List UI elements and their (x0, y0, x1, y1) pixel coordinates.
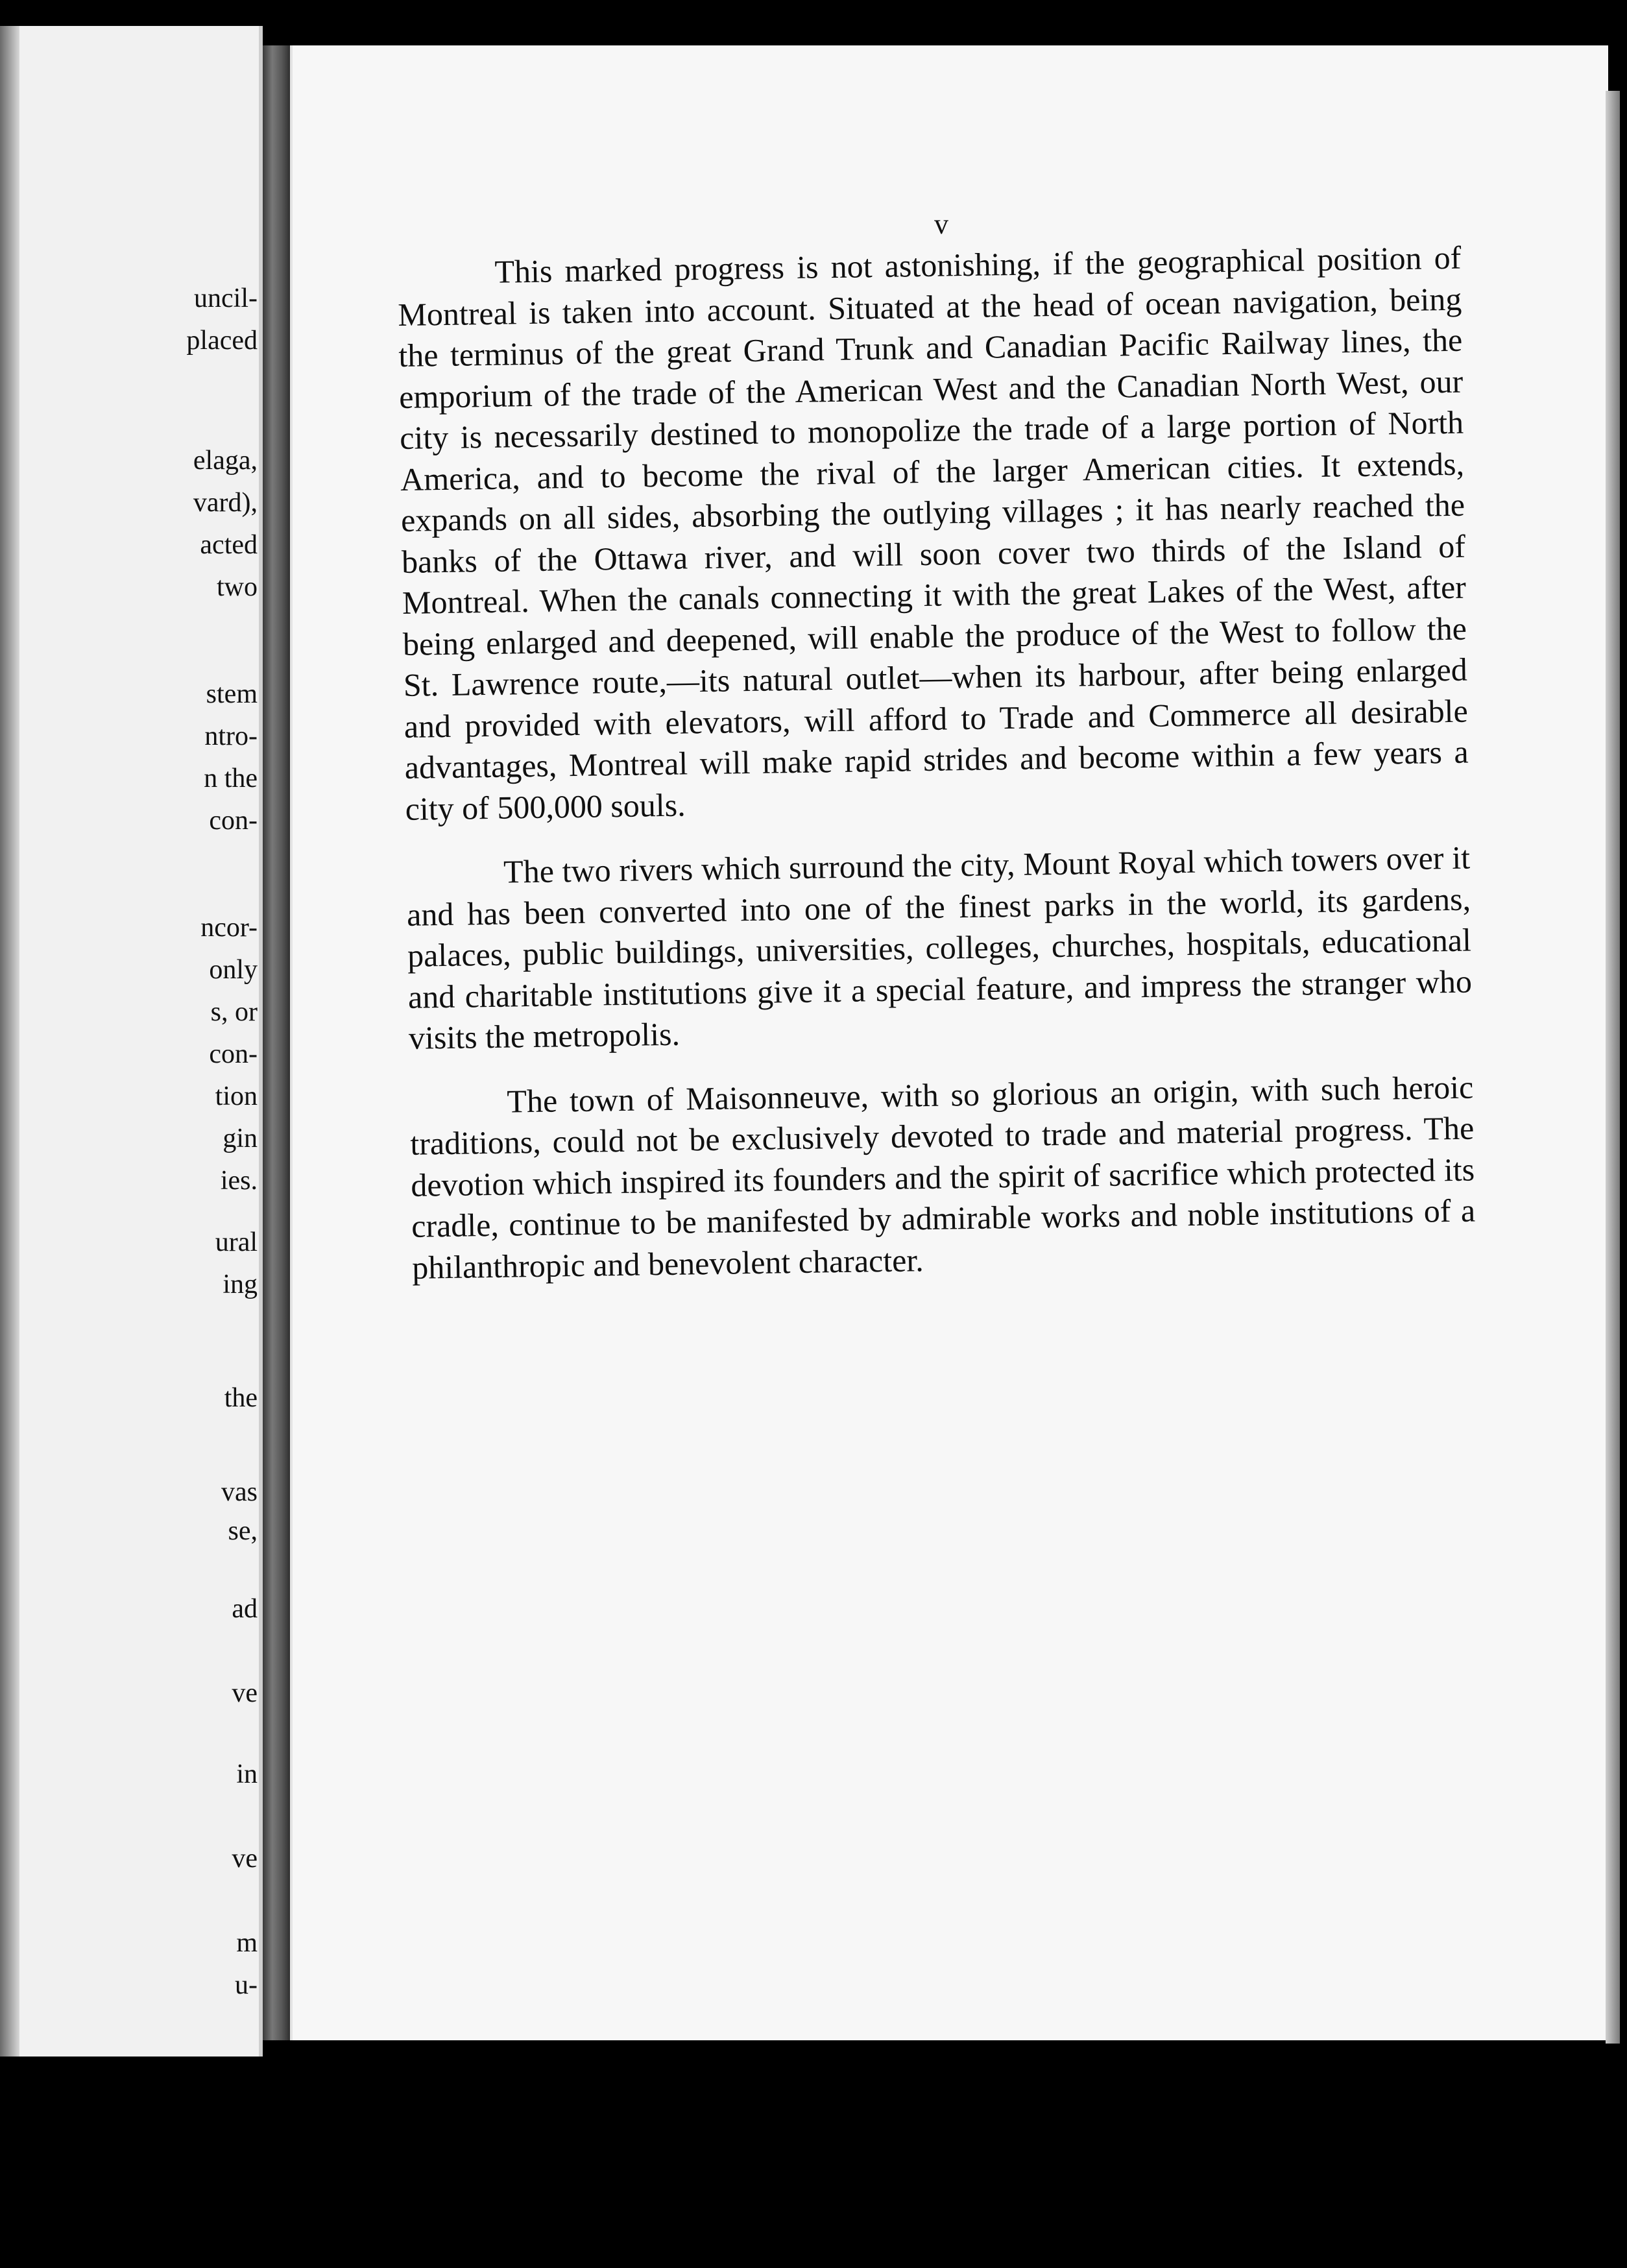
left-fragment: ncor- (200, 913, 258, 943)
paragraph-maisonneuve: The town of Maisonneuve, with so glorious an origin, with such heroic traditions, could not be exclusively devoted to trade and material progress. The devotion which inspired its founders and the spirit of sacrifice which protected its cradle, continue to be manifested by admirable works and noble institutions of a philanthropic and benevolent character. (409, 1068, 1476, 1286)
left-fragment: uncil- (194, 284, 258, 313)
left-fragment: vas (221, 1477, 258, 1507)
left-fragment: m (236, 1928, 258, 1958)
paragraph-rivers: The two rivers which surround the city, Mount Royal which towers over it and has been converted into one of the finest parks in the world, its gardens, palaces, public buildings, universities, colleges, churches, hospitals, educational and charitable institutions give it a special feature, and impress the stranger who visits the metropolis. (406, 839, 1473, 1056)
paragraph-progress: This marked progress is not astonishing, if the geographical position of Montreal is taken into account. Situated at the head of ocean navigation, being the terminus of the great Grand Trunk and Canadian Pacific Railway lines, the emporium of the trade of the American West and the Canadian North West, our city is necessarily destined to monopolize the trade of a large portion of North America, and to become the rival of the larger American cities. It extends, expands on all sides, absorbing the outlying villages ; it has nearly reached the banks of the Ottawa river, and will soon cover two thirds of the Island of Montreal. When the canals connecting it with the great Lakes of the West, after being enlarged and deepened, will enable the produce of the West to follow the St. Lawrence route,—its natural outlet—when its harbour, after being enlarged and provided with elevators, will afford to Trade and Commerce all desirable advantages, Montreal will make rapid strides and become within a few years a city of 500,000 souls. (397, 239, 1469, 827)
left-fragment: ad (232, 1594, 258, 1624)
left-fragment: only (209, 955, 258, 985)
left-fragment: s, or (210, 997, 258, 1027)
book-gutter (263, 45, 290, 2040)
left-fragment: ies. (220, 1166, 258, 1196)
body-text (397, 237, 1476, 1288)
left-fragment: u- (235, 1970, 258, 2000)
left-fragment: con- (209, 1039, 258, 1069)
left-fragment: gin (223, 1124, 258, 1153)
left-page-shadow (0, 26, 19, 2057)
left-fragment: acted (200, 530, 258, 560)
left-fragment: two (217, 572, 258, 602)
left-fragment: vard), (193, 488, 258, 518)
left-fragment: elaga, (193, 446, 258, 476)
left-fragment: tion (215, 1081, 258, 1111)
left-fragment: ve (232, 1678, 258, 1708)
left-page-fragments (0, 26, 263, 2057)
left-fragment: ural (215, 1227, 258, 1257)
left-fragment: in (236, 1759, 258, 1789)
left-page (0, 26, 263, 2057)
left-fragment: n the (204, 764, 258, 793)
left-fragment: ntro- (204, 721, 258, 751)
page-number: v (934, 208, 948, 240)
left-fragment: stem (206, 679, 258, 709)
left-fragment: placed (186, 326, 258, 356)
left-fragment: se, (228, 1516, 258, 1546)
left-fragment: the (224, 1383, 258, 1413)
left-fragment: ing (223, 1270, 258, 1299)
left-fragment: ve (232, 1844, 258, 1874)
left-fragment: con- (209, 806, 258, 836)
right-page-edge (1606, 91, 1620, 2044)
